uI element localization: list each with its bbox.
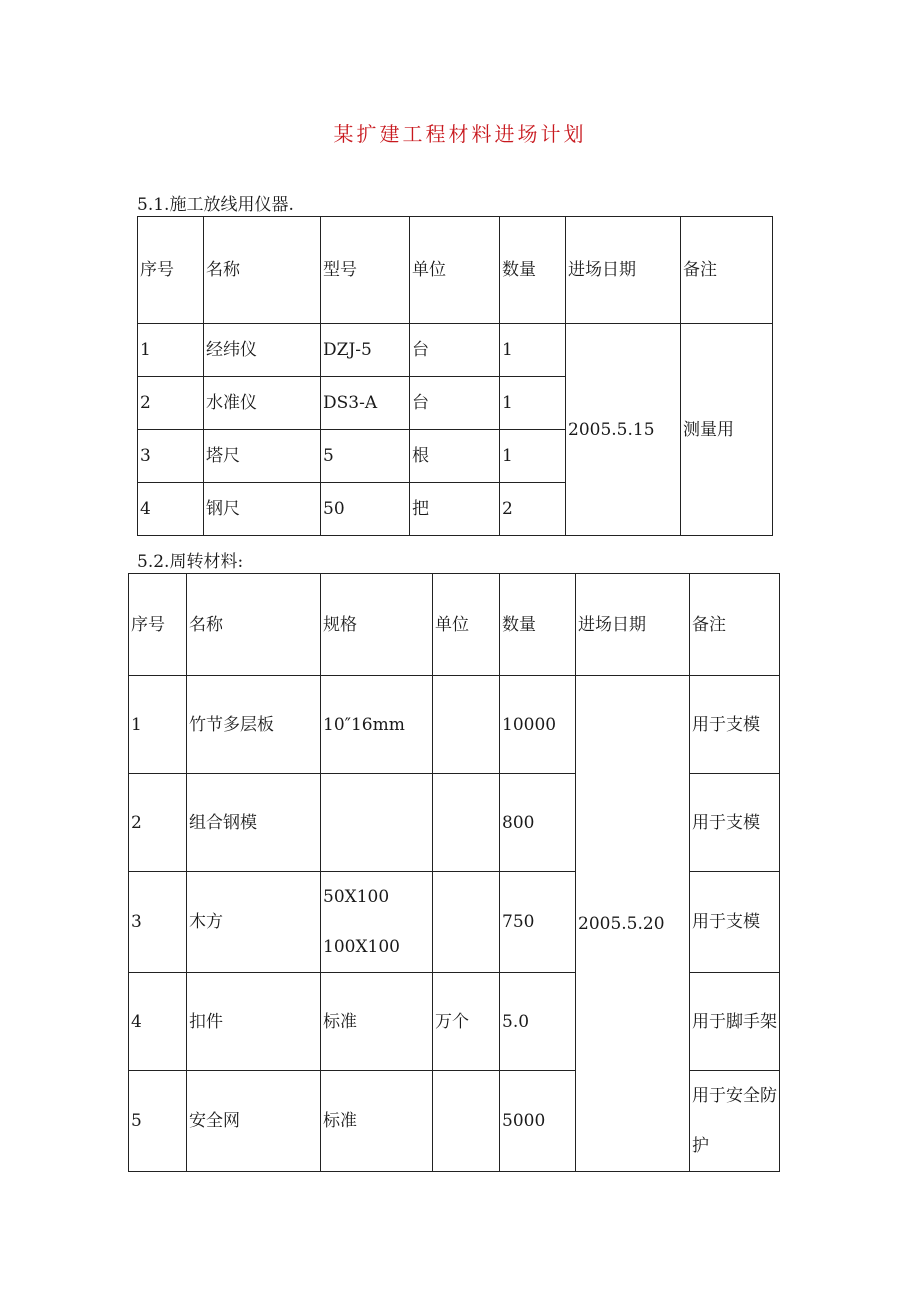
header-cell: 数量 bbox=[500, 574, 576, 676]
cell-spec: 50X100 100X100 bbox=[321, 872, 433, 973]
cell-qty: 800 bbox=[500, 774, 576, 872]
instrument-table bbox=[137, 216, 773, 536]
header-cell: 单位 bbox=[433, 574, 500, 676]
cell-spec: 10″16mm bbox=[321, 676, 433, 774]
cell-unit: 根 bbox=[410, 430, 500, 483]
cell-qty: 10000 bbox=[500, 676, 576, 774]
cell-spec: 标准 bbox=[321, 1071, 433, 1172]
cell-no: 2 bbox=[129, 774, 187, 872]
cell-unit: 台 bbox=[410, 377, 500, 430]
cell-unit bbox=[433, 774, 500, 872]
cell-no: 3 bbox=[129, 872, 187, 973]
cell-note: 用于支模 bbox=[690, 872, 780, 973]
cell-name: 组合钢模 bbox=[187, 774, 321, 872]
cell-no: 4 bbox=[129, 973, 187, 1071]
cell-name: 塔尺 bbox=[204, 430, 321, 483]
cell-name: 木方 bbox=[187, 872, 321, 973]
cell-name: 水准仪 bbox=[204, 377, 321, 430]
cell-no: 3 bbox=[138, 430, 204, 483]
header-cell: 数量 bbox=[500, 217, 566, 324]
cell-name: 扣件 bbox=[187, 973, 321, 1071]
cell-qty: 2 bbox=[500, 483, 566, 536]
header-cell: 进场日期 bbox=[576, 574, 690, 676]
cell-note: 用于脚手架 bbox=[690, 973, 780, 1071]
header-cell: 备注 bbox=[681, 217, 773, 324]
cell-unit: 把 bbox=[410, 483, 500, 536]
cell-model: DZJ-5 bbox=[321, 324, 410, 377]
cell-model: 5 bbox=[321, 430, 410, 483]
cell-date: 2005.5.15 bbox=[566, 324, 681, 536]
section-1-label: 5.1.施工放线用仪器. bbox=[137, 195, 294, 215]
cell-qty: 1 bbox=[500, 430, 566, 483]
cell-date: 2005.5.20 bbox=[576, 676, 690, 1172]
cell-name: 钢尺 bbox=[204, 483, 321, 536]
cell-name: 安全网 bbox=[187, 1071, 321, 1172]
cell-unit: 台 bbox=[410, 324, 500, 377]
table-header-row bbox=[138, 217, 773, 324]
cell-unit bbox=[433, 1071, 500, 1172]
cell-unit: 万个 bbox=[433, 973, 500, 1071]
cell-no: 1 bbox=[138, 324, 204, 377]
cell-name: 经纬仪 bbox=[204, 324, 321, 377]
cell-note: 用于安全防护 bbox=[690, 1071, 780, 1172]
materials-table bbox=[128, 573, 780, 1172]
cell-no: 1 bbox=[129, 676, 187, 774]
header-cell: 序号 bbox=[129, 574, 187, 676]
cell-note: 用于支模 bbox=[690, 676, 780, 774]
table-header-row bbox=[129, 574, 780, 676]
cell-note: 用于支模 bbox=[690, 774, 780, 872]
cell-qty: 1 bbox=[500, 377, 566, 430]
cell-note: 测量用 bbox=[681, 324, 773, 536]
cell-qty: 1 bbox=[500, 324, 566, 377]
cell-qty: 5.0 bbox=[500, 973, 576, 1071]
cell-no: 2 bbox=[138, 377, 204, 430]
cell-model: DS3-A bbox=[321, 377, 410, 430]
cell-spec: 标准 bbox=[321, 973, 433, 1071]
table-row bbox=[138, 324, 773, 377]
header-cell: 名称 bbox=[204, 217, 321, 324]
cell-name: 竹节多层板 bbox=[187, 676, 321, 774]
header-cell: 名称 bbox=[187, 574, 321, 676]
header-cell: 备注 bbox=[690, 574, 780, 676]
cell-unit bbox=[433, 676, 500, 774]
cell-qty: 5000 bbox=[500, 1071, 576, 1172]
section-2-label: 5.2.周转材料: bbox=[137, 552, 244, 572]
header-cell: 序号 bbox=[138, 217, 204, 324]
cell-qty: 750 bbox=[500, 872, 576, 973]
header-cell: 单位 bbox=[410, 217, 500, 324]
cell-no: 4 bbox=[138, 483, 204, 536]
page-title: 某扩建工程材料进场计划 bbox=[333, 122, 587, 146]
cell-no: 5 bbox=[129, 1071, 187, 1172]
header-cell: 型号 bbox=[321, 217, 410, 324]
header-cell: 进场日期 bbox=[566, 217, 681, 324]
cell-unit bbox=[433, 872, 500, 973]
cell-model: 50 bbox=[321, 483, 410, 536]
table-row bbox=[129, 676, 780, 774]
header-cell: 规格 bbox=[321, 574, 433, 676]
cell-spec bbox=[321, 774, 433, 872]
